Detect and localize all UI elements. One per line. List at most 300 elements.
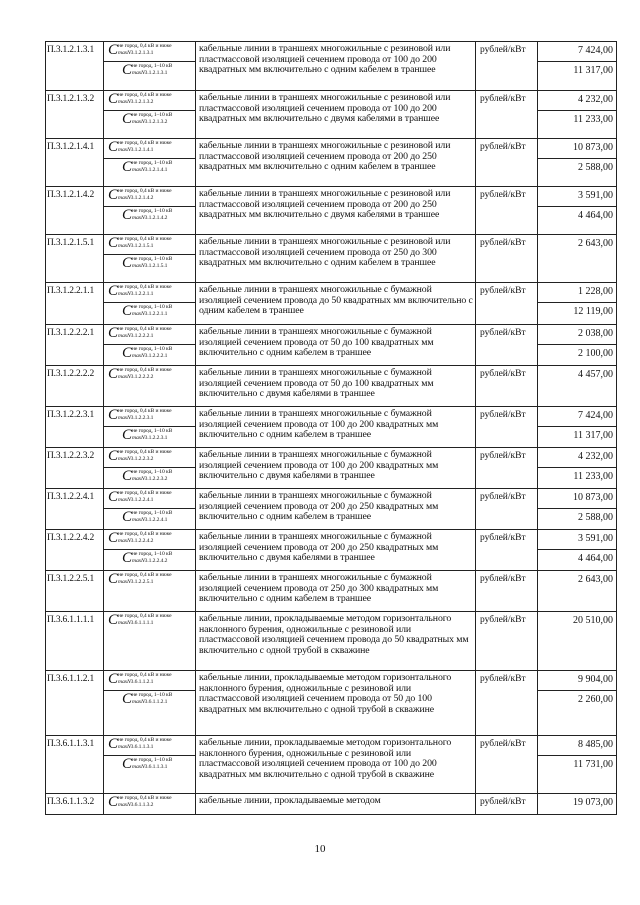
value-cell [538,407,617,448]
symbol-index-number: 3.1.2.1.3.2 [144,118,168,125]
symbol-index-number: 3.1.2.1.5.1 [130,242,154,249]
value-low-voltage: 7 424,00 [538,407,616,427]
description: кабельные линии в траншеях многожильные с резиновой или пластмассовой изоляцией сечением провода от 100 до 200 квадратных мм включительно с одним кабелем в траншее [196,42,476,91]
symbol-letter: C [108,366,119,382]
unit: рублей/кВт [476,407,538,448]
symbol-subscript [118,407,172,426]
symbol-cell [104,42,196,91]
item-code-text: П.3.1.2.2.2.2 [47,369,95,379]
item-code [46,571,104,612]
symbol-superscript-text: не город, 1–10 кВ [132,256,173,262]
symbol-superscript-text: не город, 1–10 кВ [132,692,173,698]
symbol-letter: C [108,91,119,107]
symbol-letter: C [122,468,133,484]
description: кабельные линии в траншеях многожильные с резиновой или пластмассовой изоляцией сечением провода от 250 до 300 квадратных мм включительно с одним кабелем в траншее [196,235,476,283]
symbol-letter: C [122,62,133,78]
symbol-cell [104,794,196,815]
symbol-low-voltage [104,235,195,255]
unit: рублей/кВт [476,489,538,530]
symbol-index-text [118,333,172,340]
symbol-medium-voltage [104,345,195,365]
symbol-medium-voltage [104,509,195,529]
symbol-index-text [132,435,172,442]
symbol-index-number: 3.1.2.1.3.1 [144,69,168,76]
value-cell [538,139,617,187]
symbol-index-number: 3.1.2.2.2.2 [130,373,154,380]
value-low-voltage: 3 591,00 [538,187,616,207]
symbol-index-text [132,764,172,771]
symbol-index-text [118,99,172,106]
value-low-voltage: 4 232,00 [538,448,616,468]
symbol-index-text [118,147,172,154]
symbol-medium-voltage [104,111,195,138]
value-medium-voltage: 11 233,00 [573,471,613,482]
symbol-index-prefix: maxN [118,146,131,153]
symbol-subscript [118,736,172,755]
value-medium-voltage: 2 260,00 [578,694,613,705]
symbol-subscript [118,671,172,690]
symbol-subscript [118,571,172,611]
item-code [46,235,104,283]
value-cell [538,235,617,283]
symbol-subscript [132,159,172,186]
symbol-index-number: 3.1.2.1.4.1 [144,166,168,173]
symbol-cell [104,139,196,187]
item-code [46,187,104,235]
symbol-subscript [132,509,172,529]
symbol-index-prefix: maxN [132,434,145,441]
value-medium-voltage: 4 464,00 [578,210,613,221]
symbol-medium-voltage [104,303,195,324]
symbol-index-text [132,70,172,77]
symbol-letter: C [122,207,133,223]
symbol-subscript [118,489,172,508]
symbol-index-number: 3.1.2.2.4.1 [130,496,154,503]
symbol-cell [104,235,196,283]
symbol-cell [104,612,196,671]
symbol-index-prefix: maxN [118,290,131,297]
symbol-subscript [118,283,172,302]
symbol-index-text [132,353,172,360]
item-code-text: П.3.6.1.1.2.1 [47,674,95,684]
item-code-text: П.3.1.2.2.4.2 [47,533,95,543]
item-code [46,448,104,489]
symbol-index-text [132,263,172,270]
symbol-index-number: 3.6.1.1.1.1 [130,619,154,626]
symbol-low-voltage [104,407,195,427]
symbol-low-voltage [104,736,195,756]
symbol-index-text [118,50,172,57]
symbol-index-text [118,415,172,422]
symbol-index-prefix: maxN [118,537,131,544]
symbol-index-prefix: maxN [118,242,131,249]
symbol-superscript-text: не город, 1–10 кВ [132,757,173,763]
table-row [46,407,617,448]
value-medium-voltage: 11 233,00 [573,114,613,125]
symbol-cell [104,91,196,139]
symbol-superscript-text: не город, 0,4 кВ и ниже [118,236,172,242]
symbol-index-number: 3.1.2.2.3.2 [144,475,168,482]
symbol-index-number: 3.1.2.2.4.1 [144,516,168,523]
symbol-index-prefix: maxN [118,414,131,421]
symbol-index-prefix: maxN [132,214,145,221]
unit: рублей/кВт [476,794,538,815]
symbol-superscript-text: не город, 0,4 кВ и ниже [118,613,172,619]
description: кабельные линии, прокладываемые методом горизонтального наклонного бурения, одножильные с резиновой или пластмассовой изоляцией сечением провода от 100 до 200 квадратных мм включительно с одной трубой в скважине [196,736,476,794]
symbol-superscript-text: не город, 1–10 кВ [132,160,173,166]
symbol-letter: C [122,509,133,525]
symbol-superscript-text: не город, 1–10 кВ [132,304,173,310]
symbol-superscript-text: не город, 1–10 кВ [132,346,173,352]
description: кабельные линии в траншеях многожильные с резиновой или пластмассовой изоляцией сечением провода от 200 до 250 квадратных мм включительно с одним кабелем в траншее [196,139,476,187]
description: кабельные линии, прокладываемые методом [196,794,476,815]
symbol-subscript [118,187,172,206]
item-code-text: П.3.6.1.1.1.1 [47,615,95,625]
symbol-index-number: 3.6.1.1.3.2 [130,801,154,808]
table-row [46,139,617,187]
value-cell [538,325,617,366]
symbol-index-prefix: maxN [132,69,145,76]
symbol-letter: C [108,612,119,628]
symbol-index-text [132,558,172,565]
symbol-medium-voltage [104,468,195,488]
unit: рублей/кВт [476,187,538,235]
value-low-voltage: 8 485,00 [538,736,616,756]
value-cell [538,91,617,139]
symbol-index-prefix: maxN [118,678,131,685]
symbol-superscript-text: не город, 1–10 кВ [132,208,173,214]
symbol-cell [104,448,196,489]
symbol-letter: C [122,303,133,319]
table-row [46,366,617,407]
symbol-superscript-text: не город, 0,4 кВ и ниже [118,795,172,801]
symbol-index-prefix: maxN [118,801,131,808]
value-cell [538,736,617,794]
symbol-letter: C [108,571,119,587]
description: кабельные линии в траншеях многожильные с бумажной изоляцией сечением провода от 50 до 100 квадратных мм включительно с двумя кабелями в траншее [196,366,476,407]
symbol-index-prefix: maxN [132,166,145,173]
item-code-text: П.3.1.2.1.5.1 [47,238,95,248]
item-code [46,91,104,139]
symbol-low-voltage [104,283,195,303]
unit: рублей/кВт [476,736,538,794]
table-row [46,530,617,571]
symbol-subscript [118,448,172,467]
symbol-subscript [132,345,172,365]
symbol-subscript [118,325,172,344]
symbol-index-text [118,195,172,202]
table-row [46,794,617,815]
item-code [46,530,104,571]
table-row [46,325,617,366]
symbol-subscript [118,42,172,61]
symbol-index-text [118,497,172,504]
symbol-letter: C [108,235,119,251]
symbol-low-voltage [104,448,195,468]
symbol-subscript [132,62,172,90]
symbol-index-prefix: maxN [118,194,131,201]
symbol-superscript-text: не город, 0,4 кВ и ниже [118,737,172,743]
symbol-index-prefix: maxN [118,373,131,380]
symbol-low-voltage [104,571,195,611]
value-low-voltage: 4 457,00 [578,369,613,380]
symbol-cell [104,571,196,612]
unit: рублей/кВт [476,612,538,671]
value-medium-voltage: 11 317,00 [573,430,613,441]
item-code-text: П.3.1.2.2.2.1 [47,328,95,338]
symbol-cell [104,736,196,794]
symbol-low-voltage [104,139,195,159]
tariff-table [45,41,617,815]
symbol-low-voltage [104,612,195,670]
description: кабельные линии в траншеях многожильные с бумажной изоляцией сечением провода от 100 до 200 квадратных мм включительно с одним кабелем в траншее [196,407,476,448]
symbol-medium-voltage [104,62,195,90]
symbol-index-prefix: maxN [132,516,145,523]
symbol-superscript-text: не город, 1–10 кВ [132,428,173,434]
value-low-voltage: 3 591,00 [538,530,616,550]
symbol-index-number: 3.1.2.1.4.1 [130,146,154,153]
symbol-subscript [118,530,172,549]
symbol-index-prefix: maxN [132,475,145,482]
symbol-superscript-text: не город, 0,4 кВ и ниже [118,92,172,98]
item-code [46,325,104,366]
symbol-letter: C [108,139,119,155]
symbol-low-voltage [104,671,195,691]
unit: рублей/кВт [476,448,538,489]
item-code-text: П.3.1.2.1.3.1 [47,45,95,55]
symbol-index-number: 3.1.2.2.3.1 [144,434,168,441]
symbol-index-text [132,699,172,706]
value-cell [538,671,617,736]
symbol-index-number: 3.1.2.1.5.1 [144,262,168,269]
symbol-index-prefix: maxN [118,743,131,750]
value-low-voltage: 20 510,00 [573,615,613,626]
symbol-index-prefix: maxN [132,262,145,269]
symbol-index-text [118,456,172,463]
unit: рублей/кВт [476,530,538,571]
unit: рублей/кВт [476,366,538,407]
description: кабельные линии в траншеях многожильные с бумажной изоляцией сечением провода от 200 до 250 квадратных мм включительно с двумя кабелями в траншее [196,530,476,571]
symbol-medium-voltage [104,550,195,570]
value-cell [538,530,617,571]
symbol-letter: C [108,448,119,464]
symbol-medium-voltage [104,159,195,186]
item-code [46,366,104,407]
symbol-index-prefix: maxN [118,578,131,585]
unit: рублей/кВт [476,139,538,187]
symbol-letter: C [108,283,119,299]
symbol-index-text [118,802,172,809]
symbol-index-text [132,215,172,222]
description: кабельные линии, прокладываемые методом горизонтального наклонного бурения, одножильные с резиновой или пластмассовой изоляцией сечением провода до 50 квадратных мм включительно с одной трубой в скважине [196,612,476,671]
symbol-index-number: 3.1.2.1.3.1 [130,49,154,56]
symbol-low-voltage [104,366,195,406]
table-row [46,671,617,736]
description: кабельные линии в траншеях многожильные с бумажной изоляцией сечением провода от 200 до 250 квадратных мм включительно с одним кабелем в траншее [196,489,476,530]
symbol-superscript-text: не город, 1–10 кВ [132,469,173,475]
symbol-superscript-text: не город, 0,4 кВ и ниже [118,531,172,537]
unit: рублей/кВт [476,283,538,325]
symbol-medium-voltage [104,691,195,735]
item-code-text: П.3.1.2.1.3.2 [47,94,95,104]
symbol-letter: C [108,736,119,752]
unit: рублей/кВт [476,571,538,612]
table-row [46,448,617,489]
symbol-superscript-text: не город, 1–10 кВ [132,112,173,118]
symbol-letter: C [108,407,119,423]
value-low-voltage: 10 873,00 [538,489,616,509]
symbol-index-prefix: maxN [118,98,131,105]
symbol-superscript-text: не город, 0,4 кВ и ниже [118,572,172,578]
value-medium-voltage: 2 100,00 [578,348,613,359]
symbol-index-text [132,311,172,318]
unit: рублей/кВт [476,671,538,736]
symbol-subscript [118,139,172,158]
symbol-superscript-text: не город, 0,4 кВ и ниже [118,367,172,373]
unit: рублей/кВт [476,235,538,283]
symbol-index-prefix: maxN [118,49,131,56]
page-number: 10 [314,843,326,855]
value-cell [538,42,617,91]
symbol-index-prefix: maxN [118,332,131,339]
symbol-subscript [118,612,172,670]
description: кабельные линии в траншеях многожильные с бумажной изоляцией сечением провода от 50 до 100 квадратных мм включительно с одним кабелем в траншее [196,325,476,366]
symbol-index-prefix: maxN [132,352,145,359]
unit: рублей/кВт [476,91,538,139]
description: кабельные линии в траншеях многожильные с бумажной изоляцией сечением провода от 250 до 300 квадратных мм включительно с одним кабелем в траншее [196,571,476,612]
symbol-index-text [118,374,172,381]
value-low-voltage: 9 904,00 [538,671,616,691]
symbol-subscript [132,303,172,324]
symbol-letter: C [122,255,133,271]
unit: рублей/кВт [476,42,538,91]
symbol-index-number: 3.1.2.2.3.1 [130,414,154,421]
tariff-table-page [45,41,616,815]
value-low-voltage: 2 643,00 [578,574,613,585]
symbol-superscript-text: не город, 0,4 кВ и ниже [118,672,172,678]
symbol-index-number: 3.1.2.2.2.1 [144,352,168,359]
symbol-subscript [132,255,172,282]
value-medium-voltage: 11 317,00 [573,65,613,76]
symbol-low-voltage [104,489,195,509]
value-low-voltage: 1 228,00 [538,283,616,303]
symbol-subscript [132,427,172,447]
item-code-text: П.3.6.1.1.3.1 [47,739,95,749]
table-row [46,571,617,612]
symbol-index-text [118,579,172,586]
symbol-index-text [132,476,172,483]
symbol-superscript-text: не город, 0,4 кВ и ниже [118,408,172,414]
symbol-low-voltage [104,530,195,550]
symbol-index-number: 3.6.1.1.3.1 [130,743,154,750]
symbol-index-prefix: maxN [132,310,145,317]
item-code [46,794,104,815]
symbol-cell [104,366,196,407]
symbol-index-prefix: maxN [118,455,131,462]
table-row [46,489,617,530]
item-code-text: П.3.1.2.2.3.2 [47,451,95,461]
symbol-index-prefix: maxN [132,118,145,125]
value-medium-voltage: 2 588,00 [578,512,613,523]
symbol-letter: C [108,187,119,203]
value-cell [538,571,617,612]
symbol-letter: C [122,550,133,566]
symbol-subscript [132,691,172,735]
symbol-index-number: 3.6.1.1.2.1 [144,698,168,705]
symbol-subscript [132,207,172,234]
symbol-superscript-text: не город, 1–10 кВ [132,510,173,516]
description: кабельные линии в траншеях многожильные с резиновой или пластмассовой изоляцией сечением провода от 100 до 200 квадратных мм включительно с двумя кабелями в траншее [196,91,476,139]
symbol-subscript [132,111,172,138]
symbol-cell [104,325,196,366]
symbol-medium-voltage [104,427,195,447]
table-row [46,187,617,235]
value-medium-voltage: 2 588,00 [578,162,613,173]
symbol-index-prefix: maxN [118,619,131,626]
symbol-index-number: 3.1.2.1.4.2 [130,194,154,201]
value-cell [538,283,617,325]
symbol-index-text [118,243,172,250]
item-code-text: П.3.1.2.1.4.1 [47,142,95,152]
symbol-index-number: 3.1.2.2.5.1 [130,578,154,585]
value-cell [538,489,617,530]
value-medium-voltage: 4 464,00 [578,553,613,564]
value-medium-voltage: 12 119,00 [573,306,613,317]
symbol-letter: C [108,794,119,810]
table-row [46,612,617,671]
symbol-cell [104,530,196,571]
symbol-index-text [132,167,172,174]
symbol-index-text [118,679,172,686]
symbol-superscript-text: не город, 1–10 кВ [132,63,173,69]
symbol-medium-voltage [104,207,195,234]
symbol-index-prefix: maxN [118,496,131,503]
description: кабельные линии в траншеях многожильные с бумажной изоляцией сечением провода до 50 квадратных мм включительно с одним кабелем в траншее [196,283,476,325]
table-row [46,736,617,794]
symbol-index-number: 3.1.2.1.4.2 [144,214,168,221]
symbol-index-text [118,291,172,298]
symbol-index-text [118,620,172,627]
item-code [46,407,104,448]
table-row [46,91,617,139]
symbol-index-number: 3.1.2.2.4.2 [130,537,154,544]
symbol-index-prefix: maxN [132,698,145,705]
symbol-subscript [132,468,172,488]
symbol-superscript-text: не город, 1–10 кВ [132,551,173,557]
item-code [46,612,104,671]
item-code-text: П.3.1.2.1.4.2 [47,190,95,200]
item-code-text: П.3.1.2.2.3.1 [47,410,95,420]
symbol-index-number: 3.1.2.2.1.1 [130,290,154,297]
symbol-index-number: 3.1.2.2.4.2 [144,557,168,564]
symbol-low-voltage [104,91,195,111]
symbol-cell [104,187,196,235]
item-code-text: П.3.1.2.2.4.1 [47,492,95,502]
symbol-superscript-text: не город, 0,4 кВ и ниже [118,43,172,49]
symbol-index-number: 3.1.2.2.1.1 [144,310,168,317]
symbol-cell [104,407,196,448]
value-cell [538,612,617,671]
symbol-letter: C [122,691,133,707]
item-code [46,139,104,187]
symbol-subscript [118,366,172,406]
symbol-letter: C [108,530,119,546]
symbol-letter: C [122,111,133,127]
symbol-letter: C [108,489,119,505]
symbol-cell [104,283,196,325]
symbol-letter: C [108,671,119,687]
item-code [46,42,104,91]
